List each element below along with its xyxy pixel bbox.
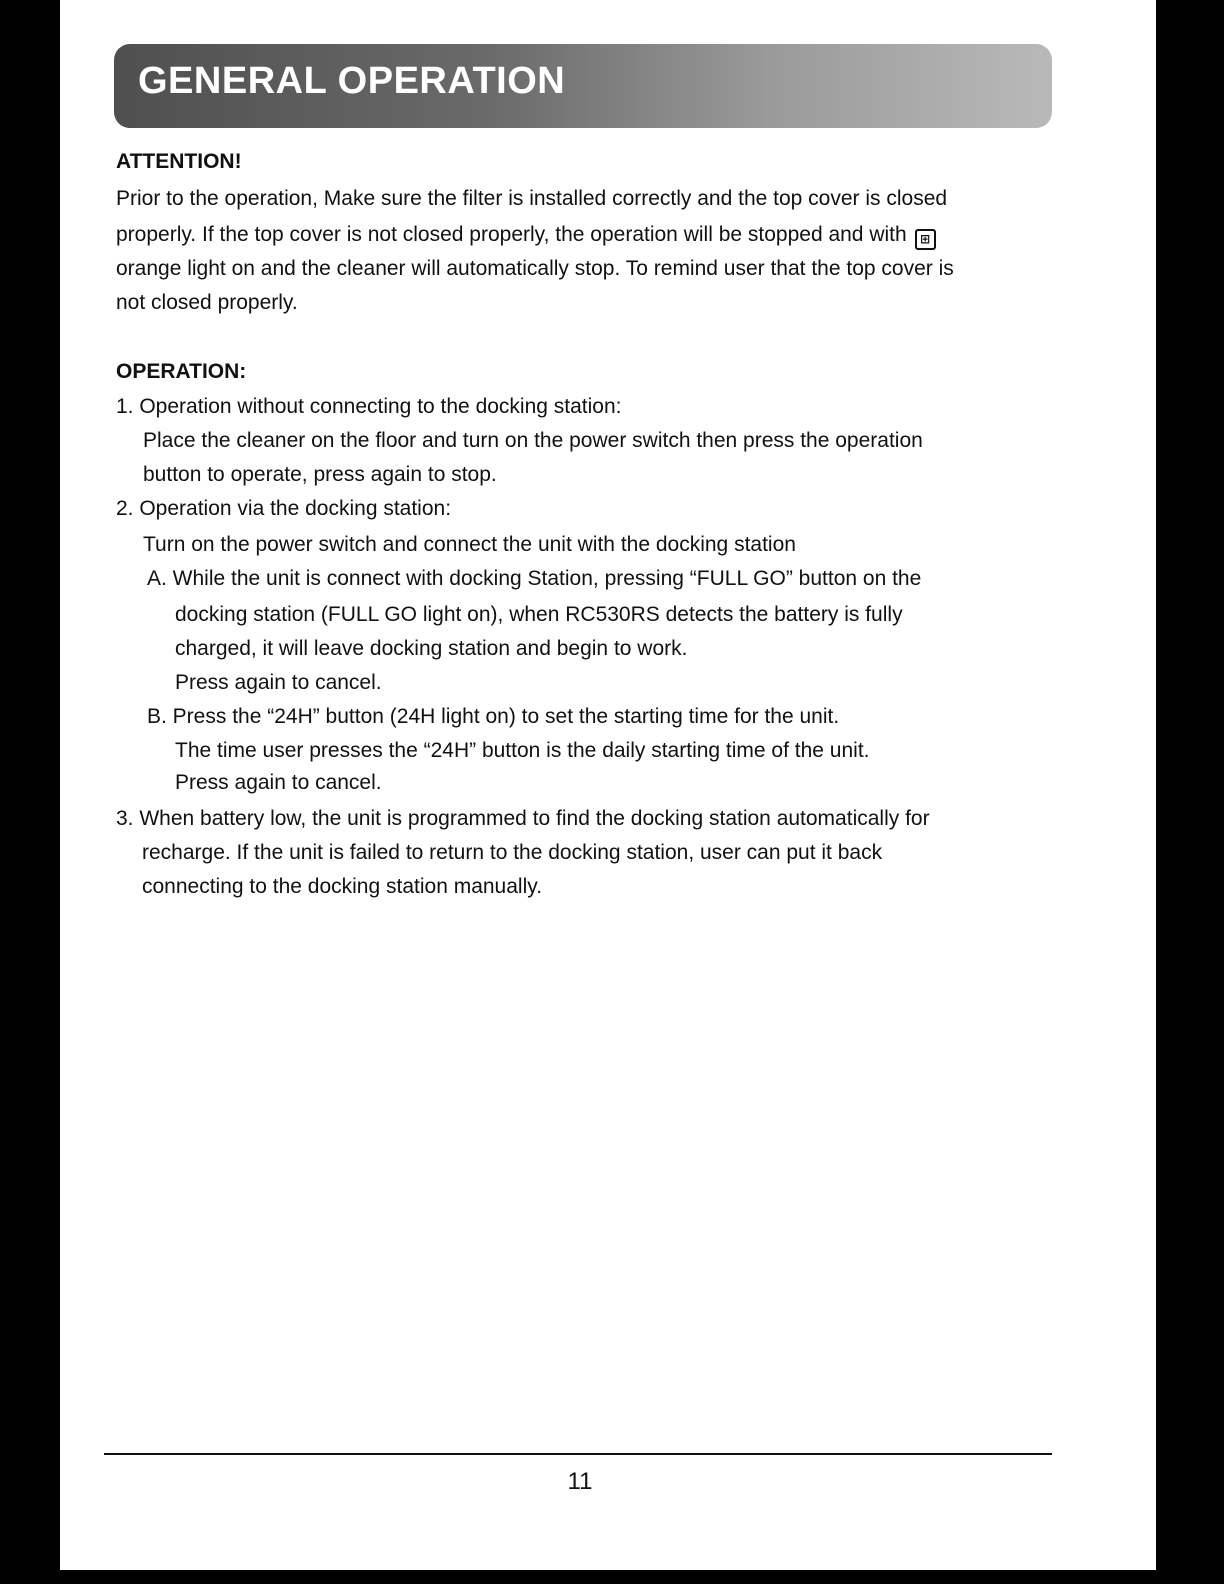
- page-number: 11: [567, 1468, 593, 1495]
- attention-line: orange light on and the cleaner will automatically stop. To remind user that the top cover is: [116, 257, 954, 280]
- manual-page: [60, 0, 1156, 1570]
- operation-line: charged, it will leave docking station and begin to work.: [175, 637, 688, 660]
- operation-line: docking station (FULL GO light on), when RC530RS detects the battery is fully: [175, 603, 903, 626]
- operation-step-1: 1. Operation without connecting to the docking station:: [116, 395, 622, 418]
- operation-heading: OPERATION:: [116, 360, 247, 383]
- attention-heading: ATTENTION!: [116, 150, 242, 173]
- attention-line: not closed properly.: [116, 291, 298, 314]
- scan-border: [0, 1570, 1224, 1584]
- section-banner: [114, 44, 1052, 128]
- page-title: GENERAL OPERATION: [138, 60, 566, 102]
- operation-substep-b: B. Press the “24H” button (24H light on) to set the starting time for the unit.: [147, 705, 840, 728]
- operation-step-2: 2. Operation via the docking station:: [116, 497, 452, 520]
- footer-rule: [104, 1453, 1052, 1455]
- operation-line: Place the cleaner on the floor and turn on the power switch then press the operation: [143, 429, 923, 452]
- attention-line: Prior to the operation, Make sure the filter is installed correctly and the top cover is closed: [116, 187, 948, 210]
- operation-line: button to operate, press again to stop.: [143, 463, 497, 486]
- attention-line: properly. If the top cover is not closed properly, the operation will be stopped and with ⊞: [116, 222, 936, 250]
- operation-step-3: 3. When battery low, the unit is programmed to find the docking station automatically for: [116, 807, 930, 830]
- operation-line: Press again to cancel.: [175, 671, 382, 694]
- operation-line: connecting to the docking station manually.: [142, 875, 543, 898]
- operation-line: Turn on the power switch and connect the unit with the docking station: [143, 533, 796, 556]
- operation-substep-a: A. While the unit is connect with docking Station, pressing “FULL GO” button on the: [147, 567, 922, 590]
- operation-line: recharge. If the unit is failed to return to the docking station, user can put it back: [142, 841, 883, 864]
- top-cover-indicator-icon: ⊞: [915, 229, 936, 250]
- operation-line: The time user presses the “24H” button is the daily starting time of the unit.: [175, 739, 870, 762]
- operation-line: Press again to cancel.: [175, 771, 382, 794]
